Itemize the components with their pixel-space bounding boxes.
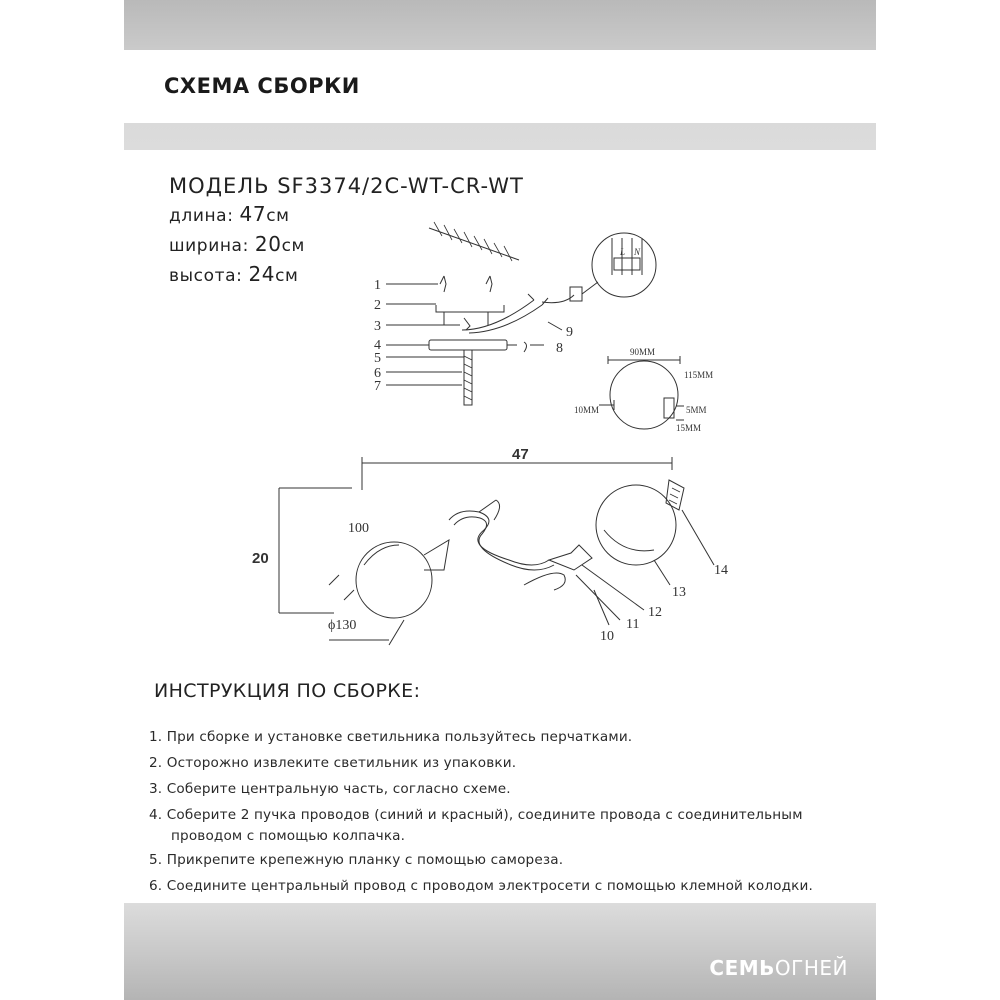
callout-leaders bbox=[386, 284, 714, 625]
shade-dimension-labels bbox=[574, 347, 713, 433]
width-label: ширина: bbox=[169, 236, 249, 256]
dim-90mm: 90MM bbox=[630, 347, 656, 357]
callout-14: 14 bbox=[714, 563, 728, 578]
callout-3: 3 bbox=[374, 319, 381, 334]
brand-bold: СЕМЬ bbox=[709, 956, 775, 980]
dim-shade-diameter: ϕ130 bbox=[328, 618, 357, 633]
step-4-line-2: проводом с помощью колпачка. bbox=[171, 828, 406, 844]
callout-8: 8 bbox=[556, 341, 563, 356]
wires bbox=[462, 287, 582, 333]
callout-numbers bbox=[374, 278, 728, 644]
step-5: 5. Прикрепите крепежную планку с помощью самореза. bbox=[149, 852, 564, 868]
height-label: высота: bbox=[169, 266, 243, 286]
height-value: 24 bbox=[248, 262, 276, 286]
wiring-labels bbox=[619, 247, 641, 257]
shade-detail bbox=[599, 356, 684, 429]
brand-light: ОГНЕЙ bbox=[774, 956, 848, 980]
callout-1: 1 bbox=[374, 278, 381, 293]
label-l: L bbox=[620, 247, 626, 257]
length-label: длина: bbox=[169, 206, 234, 226]
length-unit: см bbox=[266, 206, 290, 226]
callout-13: 13 bbox=[672, 585, 686, 600]
callout-6: 6 bbox=[374, 366, 381, 381]
callout-11: 11 bbox=[626, 617, 640, 632]
dimension-lines bbox=[279, 457, 672, 645]
instructions-title: ИНСТРУКЦИЯ ПО СБОРКЕ: bbox=[154, 680, 421, 702]
callout-7: 7 bbox=[374, 379, 381, 394]
spec-length bbox=[169, 200, 524, 230]
mount-bar bbox=[420, 340, 527, 405]
dim-5mm: 5MM bbox=[686, 405, 707, 415]
assembly-sheet bbox=[124, 0, 876, 1000]
dim-15mm: 15MM bbox=[676, 423, 702, 433]
step-2: 2. Осторожно извлеките светильник из упаковки. bbox=[149, 755, 517, 771]
dim-115mm: 115MM bbox=[684, 370, 714, 380]
width-unit: см bbox=[281, 236, 305, 256]
footer-band bbox=[124, 903, 876, 1000]
dim-length-47: 47 bbox=[512, 446, 529, 463]
callout-9: 9 bbox=[566, 325, 573, 340]
callout-12: 12 bbox=[648, 605, 662, 620]
step-6: 6. Соедините центральный провод с проводом электросети с помощью клемной колодки. bbox=[149, 878, 813, 894]
callout-5: 5 bbox=[374, 351, 381, 366]
label-n: N bbox=[634, 247, 641, 257]
dim-arm-100: 100 bbox=[348, 521, 369, 536]
width-value: 20 bbox=[254, 232, 282, 256]
brand-logo bbox=[709, 956, 848, 980]
height-unit: см bbox=[275, 266, 299, 286]
step-3: 3. Соберите центральную часть, согласно схеме. bbox=[149, 781, 511, 797]
overall-dimension-labels bbox=[252, 446, 529, 633]
callout-4: 4 bbox=[374, 338, 381, 353]
spec-width bbox=[169, 230, 524, 260]
callout-10: 10 bbox=[600, 629, 614, 644]
callout-2: 2 bbox=[374, 298, 381, 313]
page-title: СХЕМА СБОРКИ bbox=[164, 74, 360, 98]
model-name: МОДЕЛЬ SF3374/2C-WT-CR-WT bbox=[169, 174, 524, 198]
fixture-drawing bbox=[356, 480, 684, 618]
step-4 bbox=[149, 802, 869, 847]
dim-10mm: 10MM bbox=[574, 405, 600, 415]
spec-height bbox=[169, 260, 524, 290]
instruction-steps bbox=[149, 724, 869, 899]
dim-width-20: 20 bbox=[252, 550, 269, 567]
step-4-line-1: 4. Соберите 2 пучка проводов (синий и красный), соедините провода с соединительным bbox=[149, 807, 803, 823]
specifications bbox=[169, 172, 524, 290]
terminal-block-detail bbox=[582, 233, 656, 297]
step-1: 1. При сборке и установке светильника пользуйтесь перчатками. bbox=[149, 729, 633, 745]
length-value: 47 bbox=[239, 202, 267, 226]
